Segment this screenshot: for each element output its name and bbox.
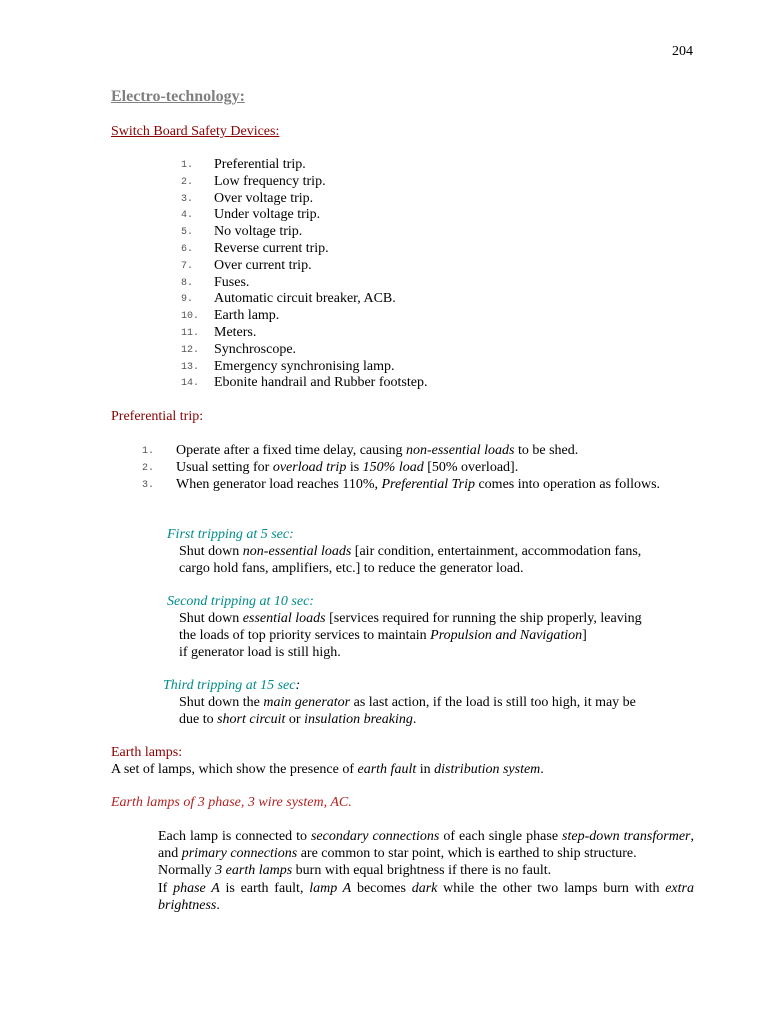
item-number: 5. — [181, 227, 194, 239]
second-tripping-text — [179, 611, 699, 661]
item-number: 12. — [181, 344, 200, 356]
emphasis: phase A — [173, 880, 220, 896]
item-text: Earth lamp. — [214, 308, 280, 324]
emphasis: short circuit — [217, 711, 286, 727]
item-text: Low frequency trip. — [214, 173, 326, 189]
item-number: 11. — [181, 327, 200, 339]
text: If — [158, 880, 174, 896]
item-number: 9. — [181, 294, 194, 306]
list-item — [181, 375, 428, 392]
page-number: 204 — [672, 44, 693, 59]
list-item — [181, 157, 427, 174]
line — [179, 695, 699, 712]
third-tripping-text — [179, 695, 699, 729]
emphasis: dark — [411, 880, 438, 896]
list-item — [181, 224, 427, 241]
text: due to — [179, 711, 218, 727]
text: Operate after a fixed time delay, causing — [176, 443, 406, 458]
text: , and — [158, 829, 694, 862]
list-item — [181, 207, 427, 224]
text: the loads of top priority services to maintain — [179, 627, 431, 643]
list-item — [142, 459, 694, 477]
text: Shut down the — [179, 695, 264, 710]
emphasis: non-essential loads — [242, 544, 352, 559]
first-tripping-label: First tripping at 5 sec: — [167, 527, 294, 542]
item-text: Synchroscope. — [214, 341, 297, 357]
list-item — [142, 443, 694, 460]
item-text: Emergency synchronising lamp. — [214, 358, 395, 374]
item-text: Ebonite handrail and Rubber footstep. — [214, 375, 428, 391]
line — [179, 712, 699, 729]
text: in — [416, 762, 435, 777]
text: while the other two lamps burn with — [437, 880, 666, 896]
item-text: Over voltage trip. — [214, 190, 314, 206]
emphasis: overload trip — [272, 459, 347, 475]
text: . — [540, 762, 544, 777]
text: comes into operation as follows. — [474, 476, 661, 492]
item-number: 1. — [142, 446, 155, 457]
list-item — [142, 476, 694, 494]
item-text: Automatic circuit breaker, ACB. — [214, 291, 396, 307]
emphasis: distribution system — [434, 762, 541, 777]
list-item — [181, 291, 427, 308]
emphasis: earth fault — [357, 762, 417, 777]
emphasis: 3 earth lamps — [215, 863, 293, 879]
item-number: 13. — [181, 361, 200, 373]
emphasis: step-down transformer — [562, 829, 691, 844]
emphasis: lamp A — [309, 880, 352, 896]
paragraph — [158, 862, 694, 879]
paragraph — [158, 828, 694, 862]
emphasis: Preferential Trip — [381, 476, 475, 492]
list-item — [181, 257, 427, 275]
line: cargo hold fans, amplifiers, etc.] to reduce the generator load. — [179, 560, 524, 576]
item-number: 8. — [181, 277, 194, 289]
item-number: 3. — [142, 479, 155, 491]
text: is earth fault, — [219, 880, 310, 896]
item-number: 2. — [142, 462, 155, 474]
paragraph — [158, 880, 694, 914]
emphasis: essential loads — [242, 611, 326, 626]
list-item — [181, 324, 427, 342]
text: are common to star point, which is earthed to ship structure. — [297, 846, 637, 862]
text: of each single phase — [439, 829, 563, 844]
earth-lamps-desc — [111, 762, 701, 779]
item-text: Fuses. — [214, 274, 250, 290]
switchboard-heading: Switch Board Safety Devices: — [111, 124, 280, 139]
text: When generator load reaches 110%, — [176, 476, 382, 492]
item-text: Preferential trip. — [214, 157, 306, 172]
emphasis: secondary connections — [310, 829, 440, 844]
emphasis: insulation breaking — [304, 711, 413, 727]
text: to be shed. — [514, 443, 579, 458]
text: Each lamp is connected to — [158, 829, 311, 844]
text: A set of lamps, which show the presence of — [111, 762, 358, 777]
list-item — [181, 240, 427, 258]
text: Normally — [158, 863, 216, 879]
item-number: 1. — [181, 160, 194, 171]
emphasis: main generator — [263, 695, 351, 710]
text: [air condition, entertainment, accommodation fans, — [351, 544, 642, 559]
text: [services required for running the ship properly, leaving — [325, 611, 642, 626]
safety-devices-list — [181, 157, 428, 392]
list-item — [181, 308, 427, 325]
emphasis: extra brightness — [158, 880, 694, 913]
list-item — [181, 173, 427, 191]
earth-lamps-heading: Earth lamps: — [111, 745, 183, 760]
item-number: 7. — [181, 260, 194, 272]
item-text: Over current trip. — [214, 257, 312, 273]
emphasis: primary connections — [181, 846, 298, 862]
text: . — [412, 711, 417, 727]
emphasis: Propulsion and Navigation — [430, 627, 583, 643]
item-number: 3. — [181, 193, 194, 205]
text: [50% overload]. — [423, 459, 519, 475]
text: Shut down — [179, 611, 243, 626]
emphasis: 150% load — [362, 459, 424, 475]
text: . — [216, 897, 220, 913]
item-number: 10. — [181, 311, 200, 323]
item-number: 14. — [181, 378, 200, 390]
list-item — [181, 358, 427, 376]
third-tripping-label — [163, 678, 300, 694]
item-text: Meters. — [214, 324, 257, 340]
earth-lamps-3phase-body — [158, 828, 694, 914]
page-title: Electro-technology: — [111, 88, 245, 105]
label-colon: : — [295, 678, 301, 693]
text: burn with equal brightness if there is no fault. — [292, 863, 552, 879]
list-item — [181, 190, 427, 208]
list-item — [181, 274, 427, 292]
second-tripping-label: Second tripping at 10 sec: — [167, 594, 314, 609]
list-item — [181, 341, 427, 359]
item-number: 6. — [181, 243, 194, 255]
first-tripping-text — [179, 544, 699, 578]
text: as last action, if the load is still too high, it may be — [350, 695, 636, 710]
line — [179, 611, 699, 628]
emphasis: non-essential loads — [405, 443, 515, 458]
item-text: No voltage trip. — [214, 224, 303, 240]
item-text: Reverse current trip. — [214, 240, 329, 256]
item-number: 4. — [181, 210, 194, 222]
line — [179, 544, 699, 561]
text: Shut down — [179, 544, 243, 559]
text: or — [285, 711, 305, 727]
line — [179, 628, 699, 645]
text: Usual setting for — [176, 459, 273, 475]
line: if generator load is still high. — [179, 644, 341, 660]
text: ] — [582, 627, 587, 643]
item-number: 2. — [181, 176, 194, 188]
preferential-heading: Preferential trip: — [111, 409, 204, 424]
text: is — [346, 459, 363, 475]
preferential-list — [142, 443, 694, 493]
item-text: Under voltage trip. — [214, 207, 321, 223]
earth-lamps-3phase-heading: Earth lamps of 3 phase, 3 wire system, AC. — [111, 795, 352, 810]
label-text: Third tripping at 15 sec — [163, 678, 296, 693]
text: becomes — [351, 880, 412, 896]
